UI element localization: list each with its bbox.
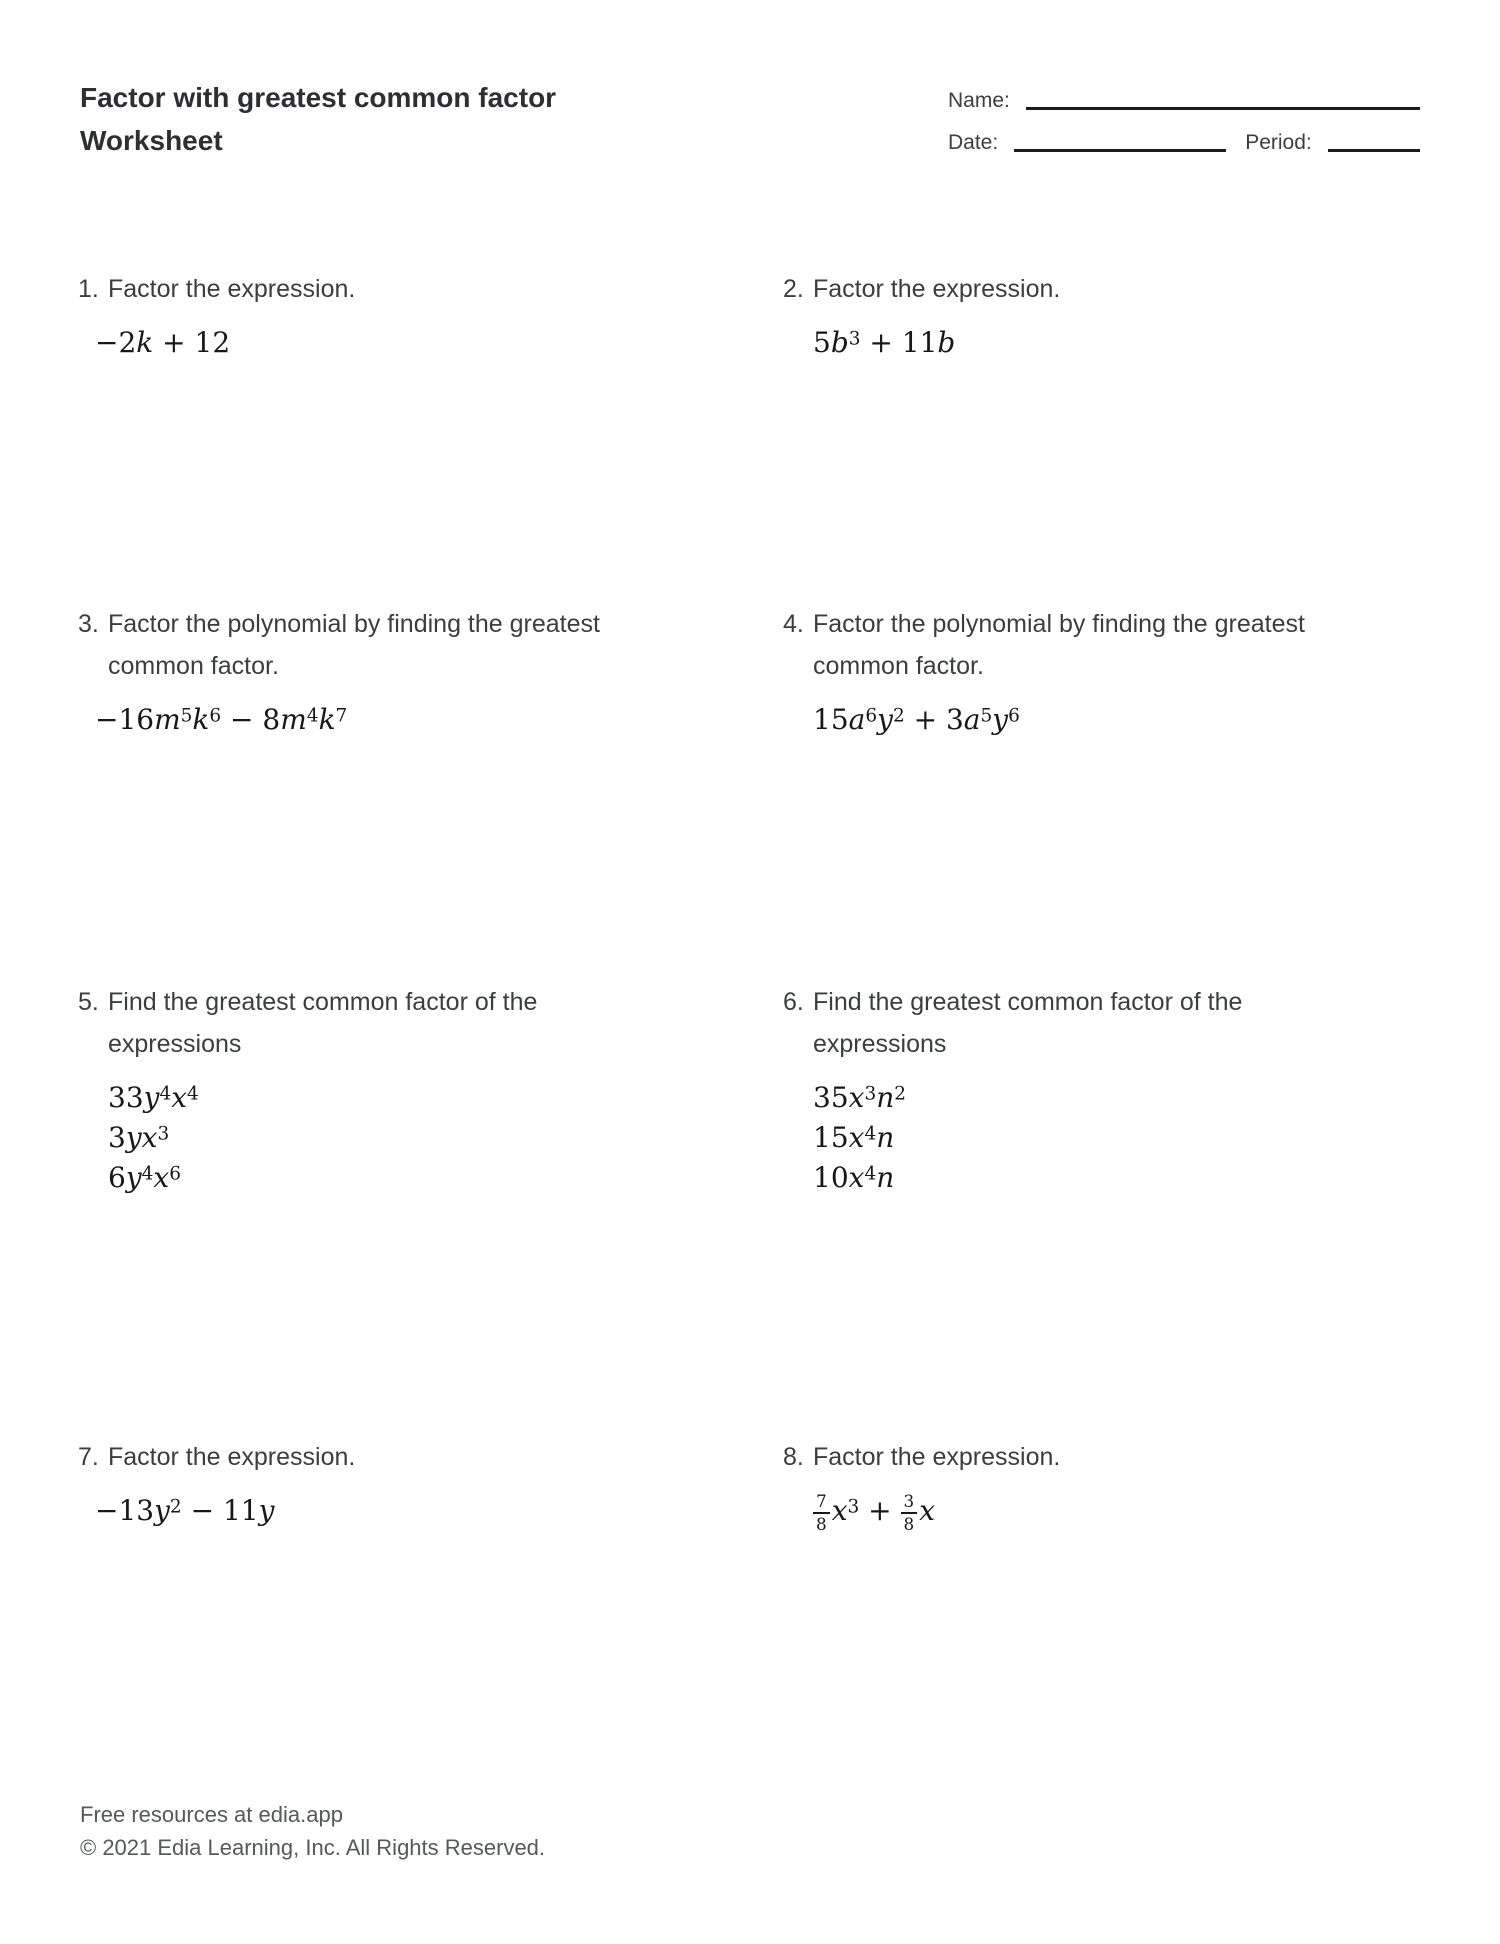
worksheet-title: [80, 76, 556, 162]
math-expression: $10x^4n$: [813, 1161, 895, 1194]
problem-question: [783, 1436, 1443, 1478]
math-expression: $15x^4n$: [813, 1121, 895, 1154]
student-fields: [948, 86, 1420, 170]
question-number: 3.: [78, 610, 99, 638]
problem-item: [783, 1436, 1443, 1533]
math-expression: $-13y^2 - 11y$: [95, 1494, 275, 1527]
problem-question: [78, 981, 738, 1065]
problem-question: [783, 603, 1443, 687]
name-label: Name:: [948, 89, 1010, 112]
question-text: [813, 981, 1443, 1065]
title-line-1: Factor with greatest common factor: [80, 82, 557, 113]
math-expressions: [813, 700, 1443, 740]
question-text-line: Factor the polynomial by finding the greatest: [108, 610, 600, 638]
question-text-line: Factor the expression.: [813, 1443, 1061, 1471]
question-text-line: Factor the expression.: [813, 275, 1061, 303]
math-expressions: [95, 700, 738, 740]
question-text-line: expressions: [108, 1030, 242, 1058]
footer-resources: Free resources at edia.app: [80, 1802, 343, 1827]
footer-copyright: © 2021 Edia Learning, Inc. All Rights Reserved.: [80, 1835, 546, 1860]
problem-item: [78, 603, 738, 740]
question-number: 7.: [78, 1443, 99, 1471]
problem-question: [78, 1436, 738, 1478]
question-text: [813, 603, 1443, 687]
math-expression: $5b^3 + 11b$: [813, 326, 956, 359]
fraction: $\frac{3}{8}$: [901, 1492, 918, 1534]
math-expression: $15a^6y^2 + 3a^5y^6$: [813, 703, 1020, 736]
question-text-line: common factor.: [813, 652, 984, 680]
math-expressions: [813, 1491, 1443, 1533]
math-expression: $\frac{7}{8}$ $x^3$ + $\frac{3}{8}$ x: [813, 1491, 1443, 1533]
question-number: 4.: [783, 610, 804, 638]
question-number: 1.: [78, 275, 99, 303]
problem-item: [783, 603, 1443, 740]
math-expression: $3yx^3$: [108, 1121, 170, 1154]
period-label: Period:: [1245, 131, 1312, 154]
date-period-row: [948, 128, 1420, 158]
name-row: [948, 86, 1420, 116]
question-number: 2.: [783, 275, 804, 303]
question-text: [108, 268, 738, 310]
period-blank-line: [1328, 149, 1420, 152]
date-blank-line: [1014, 149, 1226, 152]
math-expression: $33y^4x^4$: [108, 1081, 199, 1114]
question-text: [813, 268, 1443, 310]
question-number: 8.: [783, 1443, 804, 1471]
problem-item: [78, 981, 738, 1198]
math-expressions: [108, 1078, 738, 1198]
question-text: [813, 1436, 1443, 1478]
question-text: [108, 1436, 738, 1478]
question-text: [108, 603, 738, 687]
math-expressions: [813, 1078, 1443, 1198]
question-number: 6.: [783, 988, 804, 1016]
math-expressions: [95, 1491, 738, 1531]
math-expression: $-16m^5k^6 - 8m^4k^7$: [95, 703, 348, 736]
question-text-line: Find the greatest common factor of the: [108, 988, 538, 1016]
problem-question: [783, 981, 1443, 1065]
problem-item: [783, 268, 1443, 363]
title-line-2: Worksheet: [80, 125, 223, 156]
question-text-line: Factor the expression.: [108, 1443, 356, 1471]
name-blank-line: [1026, 107, 1420, 110]
date-label: Date:: [948, 131, 999, 154]
question-text: [108, 981, 738, 1065]
fraction: $\frac{7}{8}$: [813, 1492, 830, 1534]
problem-item: [78, 1436, 738, 1531]
problem-item: [78, 268, 738, 363]
question-number: 5.: [78, 988, 99, 1016]
question-text-line: Factor the polynomial by finding the greatest: [813, 610, 1305, 638]
question-text-line: common factor.: [108, 652, 279, 680]
math-expressions: [95, 323, 738, 363]
problem-question: [78, 603, 738, 687]
question-text-line: expressions: [813, 1030, 947, 1058]
page-footer: [80, 1798, 545, 1864]
problem-question: [78, 268, 738, 310]
math-expression: −2k + 12: [95, 326, 231, 359]
question-text-line: Factor the expression.: [108, 275, 356, 303]
math-expression: $35x^3n^2$: [813, 1081, 907, 1114]
math-expression: $6y^4x^6$: [108, 1161, 181, 1194]
problem-question: [783, 268, 1443, 310]
math-expressions: [813, 323, 1443, 363]
question-text-line: Find the greatest common factor of the: [813, 988, 1243, 1016]
problem-item: [783, 981, 1443, 1198]
